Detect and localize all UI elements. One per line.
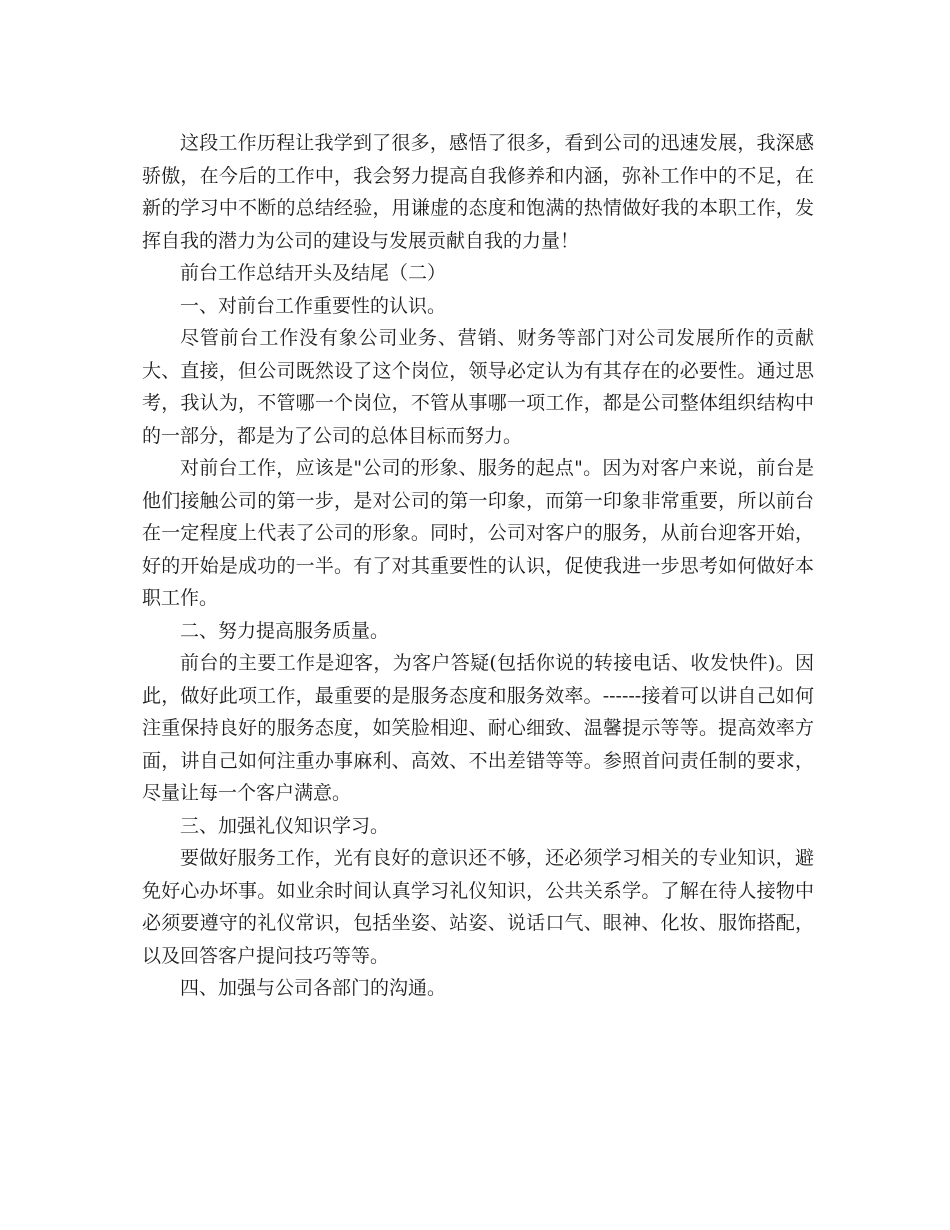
heading-1: 一、对前台工作重要性的认识。: [180, 294, 447, 317]
document-body: [142, 127, 814, 1005]
heading-3: 三、加强礼仪知识学习。: [180, 814, 390, 837]
section-title: 前台工作总结开头及结尾（二）: [180, 262, 447, 284]
paragraph-closing: 这段工作历程让我学到了很多，感悟了很多，看到公司的迅速发展，我深感骄傲，在今后的工作中，我会努力提高自我修养和内涵，弥补工作中的不足，在新的学习中不断的总结经验，用谦虚的态度和饱满的热情做好我的本职工作，发挥自我的潜力为公司的建设与发展贡献自我的力量！: [142, 132, 814, 252]
heading-4: 四、加强与公司各部门的沟通。: [180, 977, 447, 999]
heading-2: 二、努力提高服务质量。: [180, 619, 390, 642]
paragraph-3: 要做好服务工作，光有良好的意识还不够，还必须学习相关的专业知识，避免好心办坏事。如业余时间认真学习礼仪知识，公共关系学。了解在待人接物中必须要遵守的礼仪常识，包括坐姿、站姿、说话口气、眼神、化妆、服饰搭配，以及回答客户提问技巧等等。: [142, 847, 814, 967]
paragraph-2: 前台的主要工作是迎客，为客户答疑(包括你说的转接电话、收发快件)。因此，做好此项工作，最重要的是服务态度和服务效率。------接着可以讲自己如何注重保持良好的服务态度，如笑脸相迎、耐心细致、温馨提示等等。提高效率方面，讲自己如何注重办事麻利、高效、不出差错等等。参照首问责任制的要求，尽量让每一个客户满意。: [142, 652, 814, 804]
paragraph-1b: 对前台工作，应该是"公司的形象、服务的起点"。因为对客户来说，前台是他们接触公司的第一步，是对公司的第一印象，而第一印象非常重要，所以前台在一定程度上代表了公司的形象。同时，公司对客户的服务，从前台迎客开始，好的开始是成功的一半。有了对其重要性的认识，促使我进一步思考如何做好本职工作。: [142, 457, 814, 609]
paragraph-1a: 尽管前台工作没有象公司业务、营销、财务等部门对公司发展所作的贡献大、直接，但公司既然设了这个岗位，领导必定认为有其存在的必要性。通过思考，我认为，不管哪一个岗位，不管从事哪一项工作，都是公司整体组织结构中的一部分，都是为了公司的总体目标而努力。: [142, 327, 814, 447]
